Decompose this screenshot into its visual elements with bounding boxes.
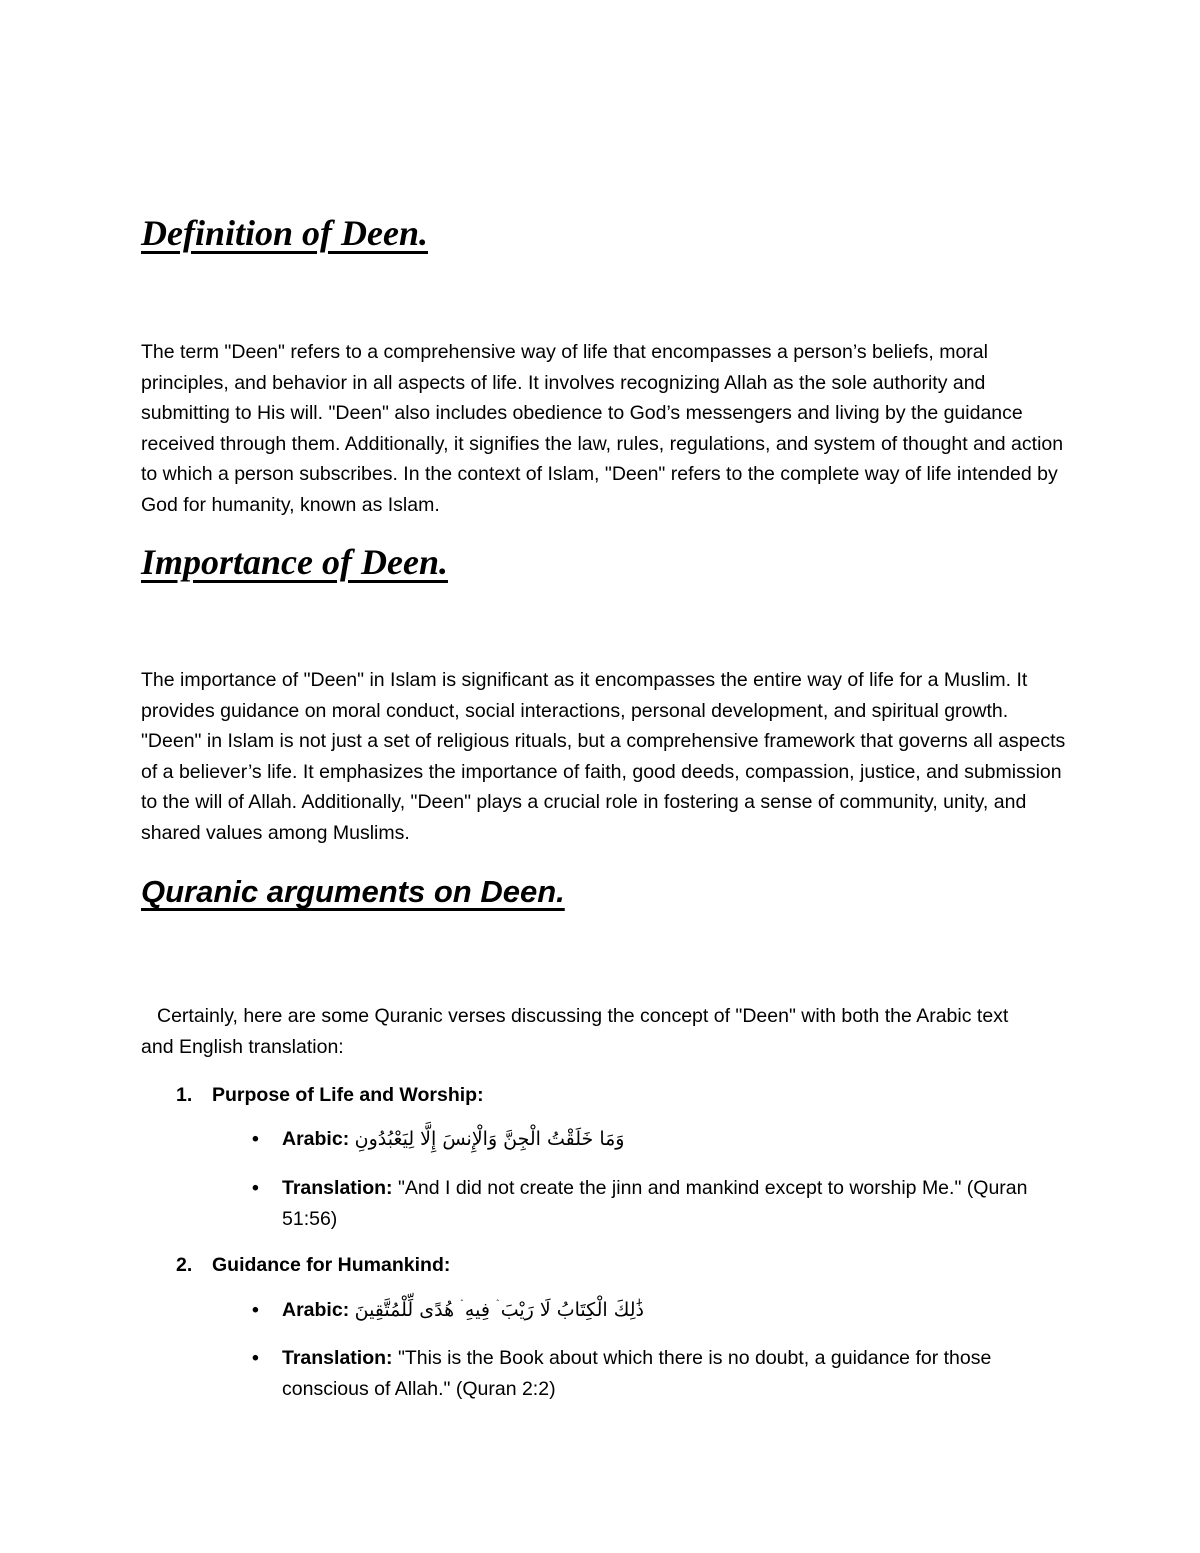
item-title: Guidance for Humankind: <box>212 1254 451 1276</box>
bullet-dot-icon: • <box>252 1128 259 1150</box>
bullet-dot-icon: • <box>252 1347 259 1369</box>
bullet-dot-icon: • <box>252 1299 259 1321</box>
item-number: 1. <box>176 1084 193 1106</box>
heading-definition-of-deen: Definition of Deen. <box>141 213 428 253</box>
bullet-dot-icon: • <box>252 1177 259 1199</box>
numbered-item-1 <box>176 1080 484 1110</box>
item-number: 2. <box>176 1254 193 1276</box>
bullet-arabic-1 <box>252 1124 1042 1155</box>
bullet-translation-2 <box>252 1343 1012 1404</box>
paragraph-importance: The importance of "Deen" in Islam is significant as it encompasses the entire way of life for a Muslim. It provides guidance on moral conduct, social interactions, personal development, and spiritual growth. "Deen" in Islam is not just a set of religious rituals, but a comprehensive framework that governs all aspects of a believer’s life. It emphasizes the importance of faith, good deeds, compassion, justice, and submission to the will of Allah. Additionally, "Deen" plays a crucial role in fostering a sense of community, unity, and shared values among Muslims. <box>141 669 1066 844</box>
translation-text: "This is the Book about which there is no doubt, a guidance for those conscious of Allah." (Quran 2:2) <box>282 1347 992 1400</box>
bullet-translation-1 <box>252 1173 1042 1234</box>
arabic-label: Arabic: <box>282 1128 350 1150</box>
item-title: Purpose of Life and Worship: <box>212 1084 484 1106</box>
translation-label: Translation: <box>282 1347 393 1369</box>
bullet-arabic-2 <box>252 1295 1042 1326</box>
heading-quranic-arguments: Quranic arguments on Deen. <box>141 874 565 909</box>
paragraph-quranic-intro: Certainly, here are some Quranic verses discussing the concept of "Deen" with both the Arabic text and English translation: <box>141 1005 1009 1058</box>
heading-importance-of-deen: Importance of Deen. <box>141 542 448 582</box>
translation-text: "And I did not create the jinn and mankind except to worship Me." (Quran 51:56) <box>282 1177 1028 1230</box>
numbered-item-2 <box>176 1250 450 1280</box>
arabic-verse: وَمَا خَلَقْتُ الْجِنَّ وَالْإِنسَ إِلَّا لِيَعْبُدُونِ <box>354 1128 625 1150</box>
paragraph-definition: The term "Deen" refers to a comprehensive way of life that encompasses a person’s beliefs, moral principles, and behavior in all aspects of life. It involves recognizing Allah as the sole authority and submitting to His will. "Deen" also includes obedience to God’s messengers and living by the guidance received through them. Additionally, it signifies the law, rules, regulations, and system of thought and action to which a person subscribes. In the context of Islam, "Deen" refers to the complete way of life intended by God for humanity, known as Islam. <box>141 341 1064 516</box>
translation-label: Translation: <box>282 1177 393 1199</box>
arabic-label: Arabic: <box>282 1299 350 1321</box>
arabic-verse: ذَٰلِكَ الْكِتَابُ لَا رَيْبَ ۛ فِيهِ ۛ هُدًى لِّلْمُتَّقِينَ <box>354 1299 645 1321</box>
